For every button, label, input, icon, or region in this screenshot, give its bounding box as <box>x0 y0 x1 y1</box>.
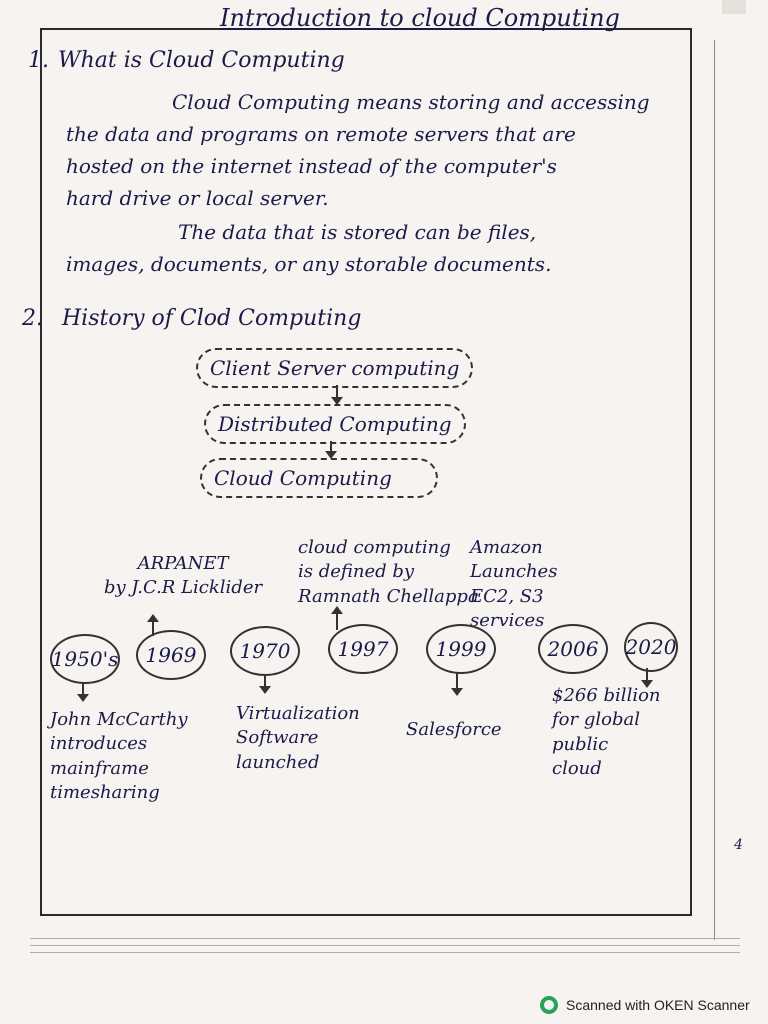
timeline-year-1970: 1970 <box>230 626 300 676</box>
section1-para1-line: hard drive or local server. <box>66 186 329 210</box>
timeline-note-mccarthy: John McCarthy introduces mainframe timesharing <box>50 709 188 803</box>
timeline-note-virtualization: Virtualization Software launched <box>236 703 360 773</box>
flow-cloud-distributed: Distributed Computing <box>204 404 466 444</box>
timeline-arrow-down <box>456 672 458 694</box>
section2-heading: History of Clod Computing <box>62 306 362 331</box>
section1-para1-line: Cloud Computing means storing and accessing <box>172 90 650 114</box>
section1-para2-line: images, documents, or any storable documents. <box>66 252 552 276</box>
section1-heading: What is Cloud Computing <box>58 48 345 73</box>
bottom-paper-lines <box>30 938 740 978</box>
flow-cloud-cloud-computing: Cloud Computing <box>200 458 438 498</box>
section1-para1-line: hosted on the internet instead of the computer's <box>66 154 557 178</box>
section1-para1-line: the data and programs on remote servers that are <box>66 122 576 146</box>
timeline-year-2006: 2006 <box>538 624 608 674</box>
timeline-note-market: $266 billion for global public cloud <box>552 685 661 779</box>
section2-number: 2. <box>22 306 43 331</box>
page-corner <box>722 0 746 14</box>
timeline-note-cloud-defined: cloud computing is defined by Ramnath Chellappa <box>298 537 479 607</box>
timeline-year-2020: 2020 <box>624 622 678 672</box>
timeline-arrow-down <box>82 682 84 700</box>
timeline-arrow-up <box>336 612 338 630</box>
section1-number: 1. <box>28 48 49 73</box>
flow-arrow <box>330 441 332 457</box>
timeline-arrow-down <box>264 674 266 692</box>
scanner-footer <box>540 996 750 1014</box>
timeline-year-1997: 1997 <box>328 624 398 674</box>
flow-cloud-client-server: Client Server computing <box>196 348 473 388</box>
section1-para2-line: The data that is stored can be files, <box>178 220 537 244</box>
scanner-logo-icon <box>540 996 558 1014</box>
scanner-label: Scanned with OKEN Scanner <box>566 997 750 1013</box>
timeline-year-1969: 1969 <box>136 630 206 680</box>
page-edge-line <box>714 40 715 940</box>
timeline-year-1950s: 1950's <box>50 634 120 684</box>
timeline-note-arpanet: ARPANET by J.C.R Licklider <box>104 553 263 599</box>
side-mark: 4 <box>734 837 743 853</box>
timeline-note-amazon: Amazon Launches EC2, S3 services <box>470 537 558 631</box>
page-title: Introduction to cloud Computing <box>220 4 620 32</box>
flow-arrow <box>336 385 338 403</box>
timeline-note-salesforce: Salesforce <box>406 719 502 740</box>
timeline-year-1999: 1999 <box>426 624 496 674</box>
